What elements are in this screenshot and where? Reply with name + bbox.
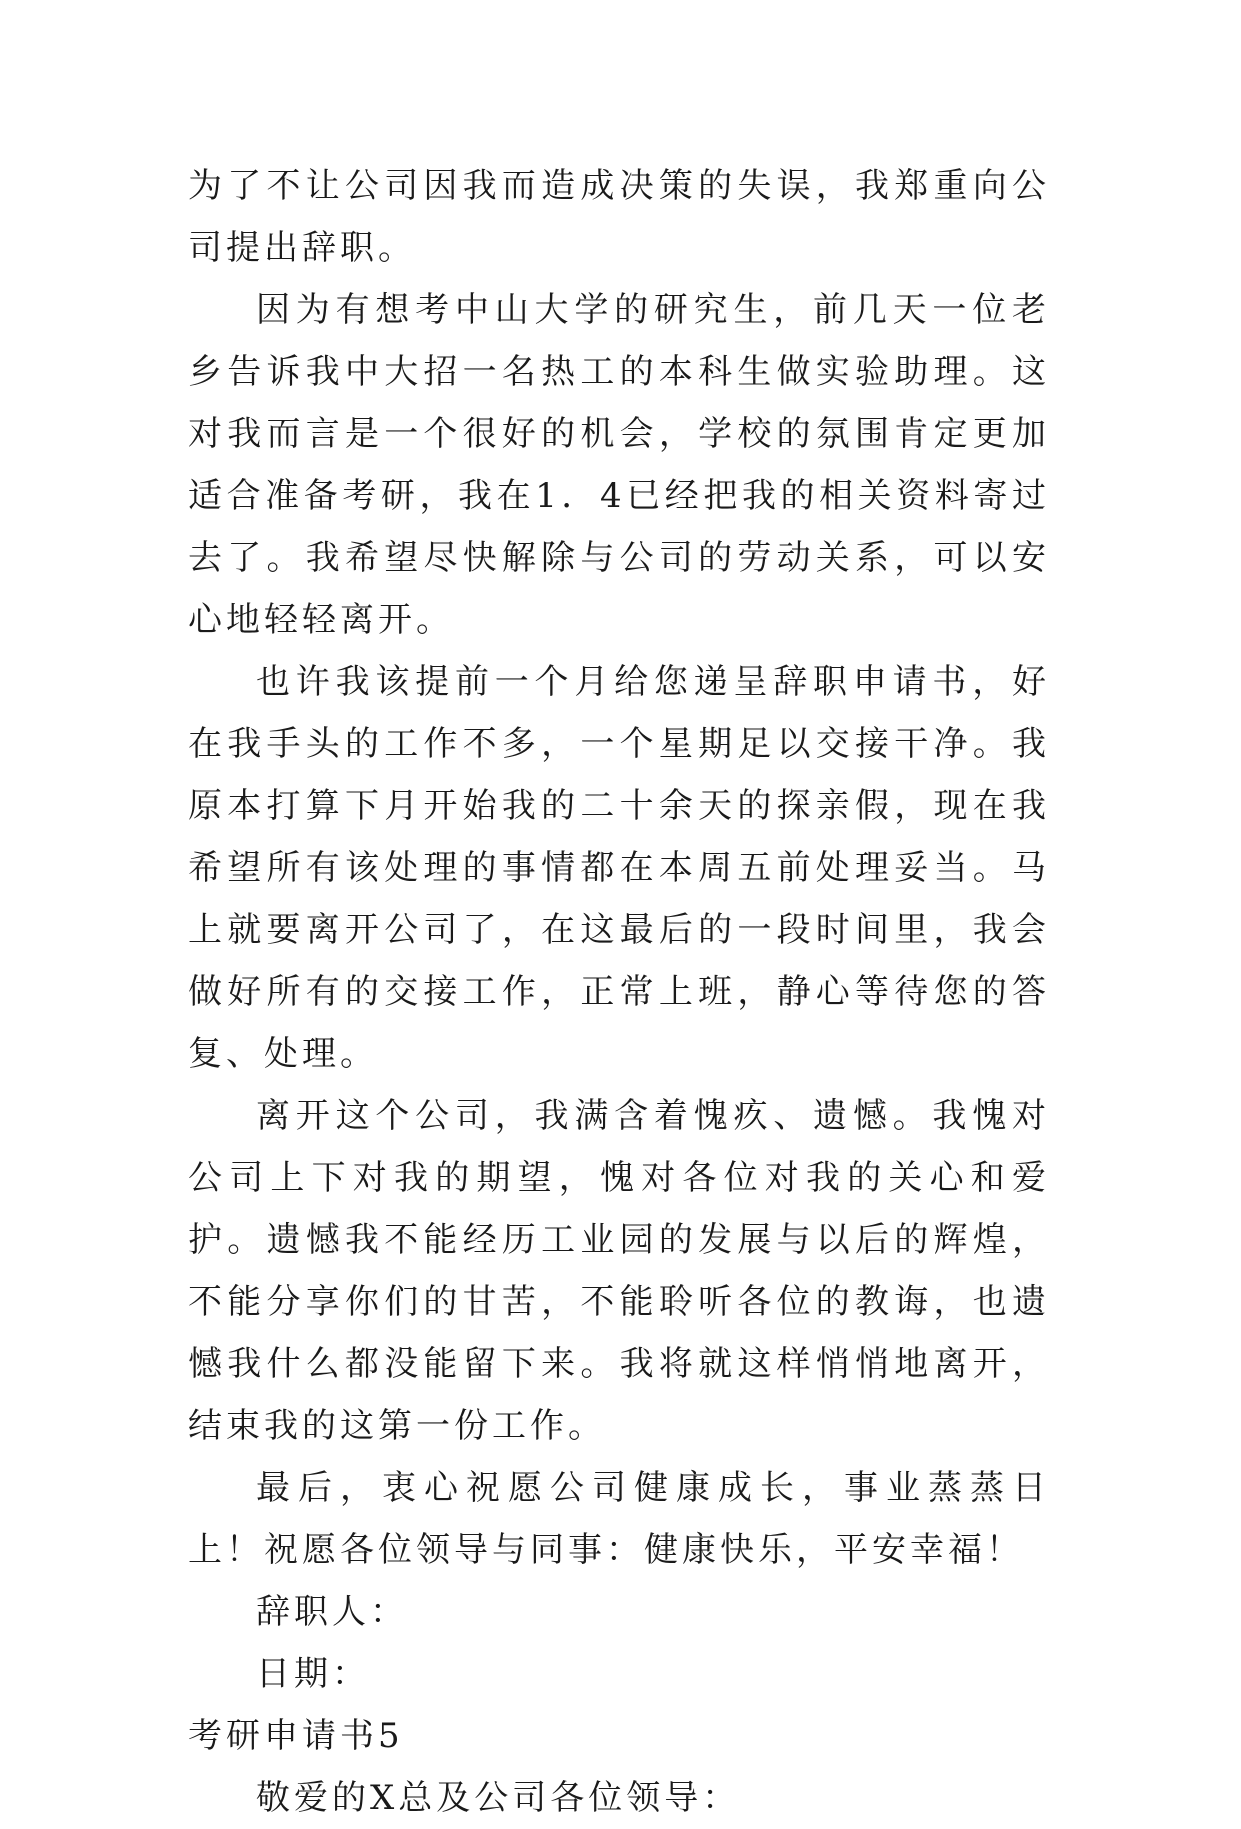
- paragraph-handover-plan: 也许我该提前一个月给您递呈辞职申请书，好在我手头的工作不多，一个星期足以交接干净。我原本打算下月开始我的二十余天的探亲假，现在我希望所有该处理的事情都在本周五前处理妥当。马上就要离开公司了，在这最后的一段时间里，我会做好所有的交接工作，正常上班，静心等待您的答复、处理。: [188, 662, 1050, 1074]
- salutation-line: 敬爱的X总及公司各位领导：: [256, 1778, 741, 1818]
- date-line: 日期：: [256, 1654, 370, 1694]
- paragraph-reason-graduate-study: 因为有想考中山大学的研究生，前几天一位老乡告诉我中大招一名热工的本科生做实验助理。这对我而言是一个很好的机会，学校的氛围肯定更加适合准备考研，我在1．4已经把我的相关资料寄过去了。我希望尽快解除与公司的劳动关系，可以安心地轻轻离开。: [188, 290, 1050, 640]
- section-heading: 考研申请书5: [188, 1716, 404, 1756]
- paragraph-decision: 为了不让公司因我而造成决策的失误，我郑重向公司提出辞职。: [188, 166, 1050, 268]
- document-body: [188, 155, 1050, 1829]
- signature-line: 辞职人：: [256, 1592, 408, 1632]
- paragraph-regret: 离开这个公司，我满含着愧疚、遗憾。我愧对公司上下对我的期望，愧对各位对我的关心和爱护。遗憾我不能经历工业园的发展与以后的辉煌，不能分享你们的甘苦，不能聆听各位的教诲，也遗憾我什么都没能留下来。我将就这样悄悄地离开，结束我的这第一份工作。: [188, 1096, 1050, 1446]
- paragraph-best-wishes: 最后，衷心祝愿公司健康成长，事业蒸蒸日上！祝愿各位领导与同事：健康快乐，平安幸福！: [188, 1468, 1050, 1570]
